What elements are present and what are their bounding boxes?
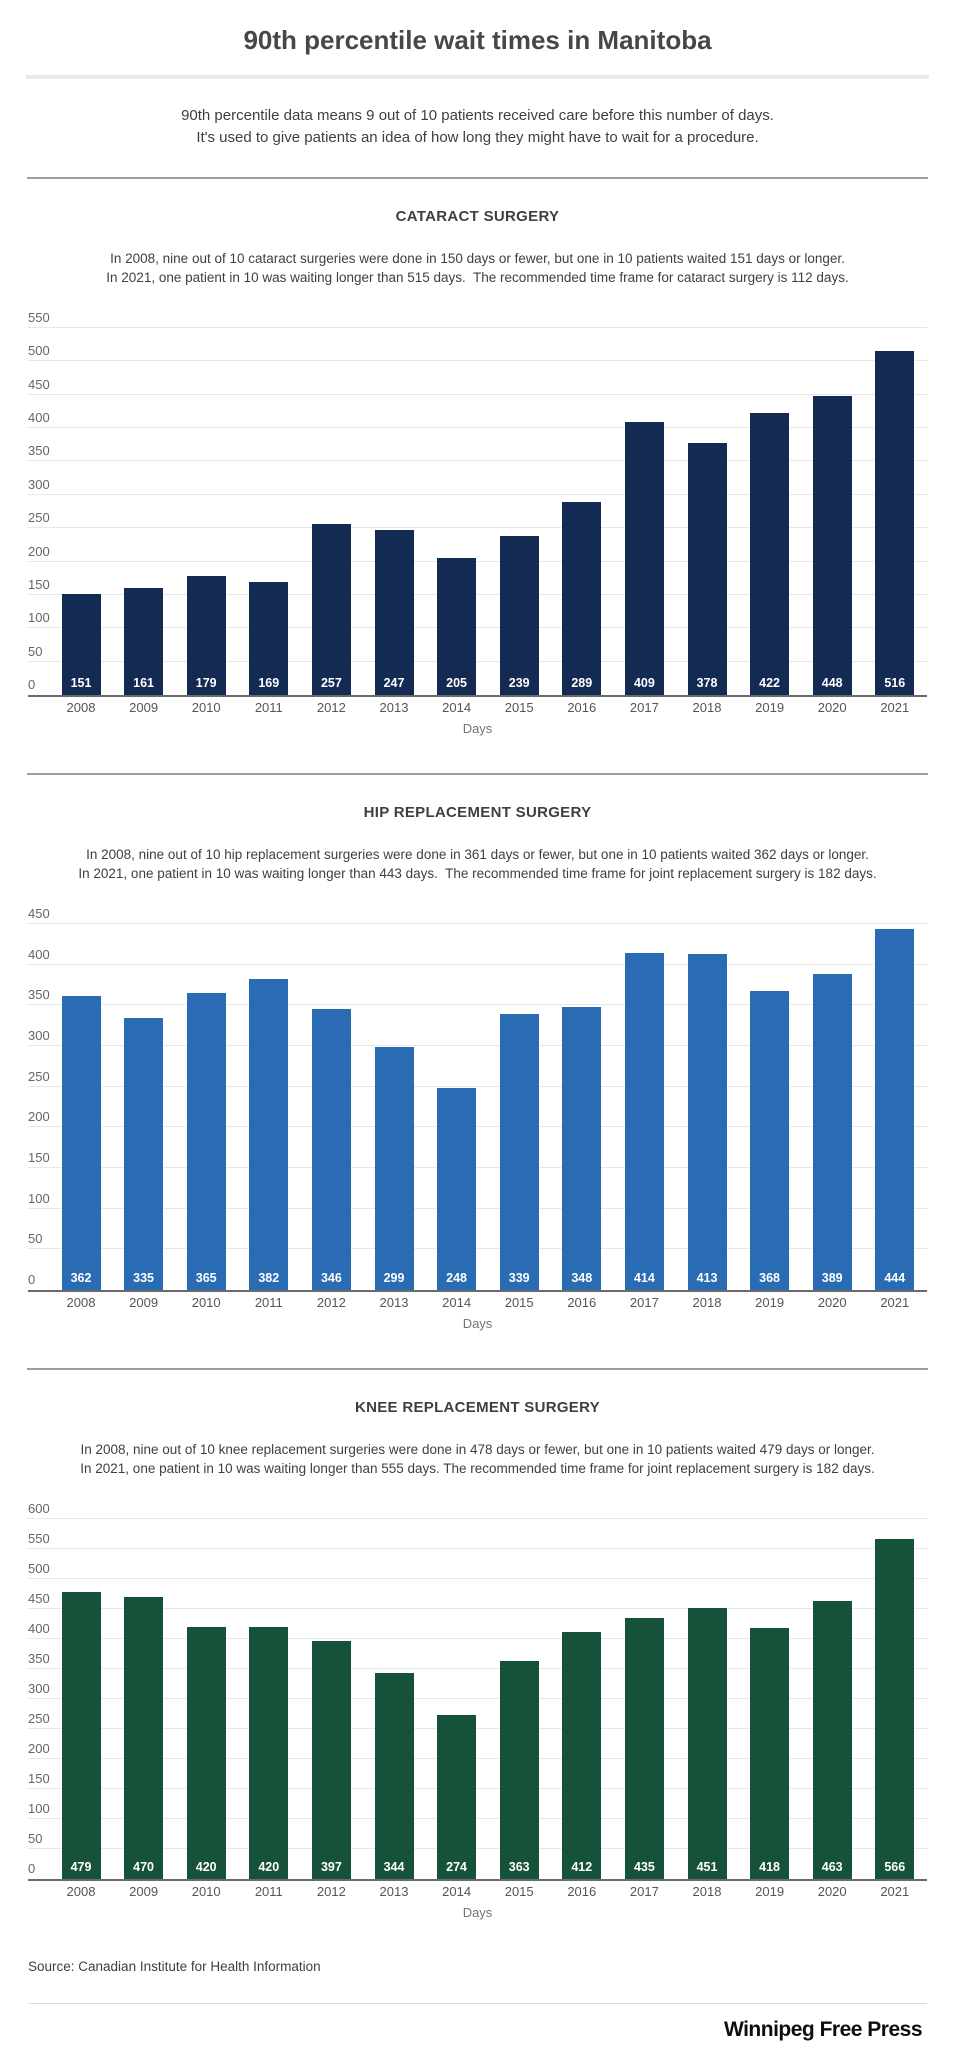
bar-value-label: 448 [821, 676, 843, 690]
bar-2019 [750, 991, 789, 1290]
x-axis-year-label: 2014 [442, 700, 472, 715]
gridline [28, 427, 927, 428]
plot-area-cataract [28, 310, 927, 715]
gridline [28, 1518, 927, 1519]
bar-2020 [813, 1601, 852, 1879]
x-axis-year-label: 2013 [379, 1295, 409, 1310]
x-axis-year-label: 2012 [316, 700, 346, 715]
gridline [28, 327, 927, 328]
gridline [28, 561, 927, 562]
bar-value-label: 389 [821, 1271, 843, 1285]
bar-2008 [62, 996, 101, 1290]
y-axis-tick-label: 450 [28, 376, 50, 392]
bar-value-label: 274 [446, 1860, 468, 1874]
x-axis-year-label: 2008 [66, 700, 96, 715]
x-axis-year-label: 2010 [191, 1884, 221, 1899]
bar-value-label: 344 [383, 1860, 405, 1874]
y-axis-tick-label: 200 [28, 543, 50, 559]
y-axis-tick-label: 50 [28, 1231, 43, 1247]
x-axis-year-label: 2016 [567, 1884, 597, 1899]
bar-2019 [750, 1628, 789, 1879]
bar-2011 [249, 979, 288, 1290]
bar-2018 [688, 443, 727, 695]
bar-2012 [312, 1641, 351, 1879]
x-axis-year-label: 2015 [504, 1295, 534, 1310]
gridline [28, 1578, 927, 1579]
gridline [28, 964, 927, 965]
bar-2011 [249, 1627, 288, 1879]
y-axis-tick-label: 450 [28, 906, 50, 921]
bar-2020 [813, 974, 852, 1290]
description-line-1: In 2008, nine out of 10 knee replacement surgeries were done in 478 days or fewer, but one in 10 patients waited 479 days or longer. [80, 1442, 875, 1457]
bar-value-label: 299 [383, 1271, 405, 1285]
bar-chart-knee [28, 1501, 927, 1899]
x-axis-year-label: 2015 [504, 1884, 534, 1899]
x-axis-year-label: 2016 [567, 1295, 597, 1310]
bar-value-label: 239 [508, 676, 530, 690]
x-axis-year-label: 2016 [567, 700, 597, 715]
x-axis-year-label: 2019 [755, 1295, 785, 1310]
y-axis-tick-label: 50 [28, 1831, 43, 1846]
bar-value-label: 161 [133, 676, 155, 690]
x-axis-year-label: 2014 [442, 1295, 472, 1310]
gridline [28, 460, 927, 461]
x-axis-year-label: 2012 [316, 1295, 346, 1310]
bar-2014 [437, 1715, 476, 1879]
y-axis-tick-label: 600 [28, 1501, 50, 1516]
bar-2016 [562, 502, 601, 695]
bar-2020 [813, 396, 852, 695]
x-axis-year-label: 2018 [692, 1295, 722, 1310]
description-line-2: In 2021, one patient in 10 was waiting longer than 515 days. The recommended time frame for cataract surgery is 112 days. [106, 270, 849, 285]
bar-chart-hip [28, 906, 927, 1310]
x-axis-year-label: 2014 [442, 1884, 472, 1899]
bar-2010 [187, 1627, 226, 1879]
bar-value-label: 418 [759, 1860, 781, 1874]
page-title: 90th percentile wait times in Manitoba [243, 25, 712, 55]
source-credit: Source: Canadian Institute for Health Information [28, 1959, 321, 1974]
gridline [28, 1004, 927, 1005]
gridline [28, 360, 927, 361]
y-axis-tick-label: 550 [28, 1531, 50, 1546]
bar-2012 [312, 1009, 351, 1290]
section-hip-replacement-surgery [0, 805, 955, 1332]
description-line-1: In 2008, nine out of 10 cataract surgeries were done in 150 days or fewer, but one in 10 patients waited 151 days or longer. [110, 251, 845, 266]
x-axis-year-label: 2012 [316, 1884, 346, 1899]
y-axis-tick-label: 500 [28, 343, 50, 359]
bar-value-label: 363 [508, 1860, 530, 1874]
bar-value-label: 422 [759, 676, 781, 690]
bar-value-label: 413 [696, 1271, 718, 1285]
bar-value-label: 470 [133, 1860, 155, 1874]
section-cataract-surgery [0, 209, 955, 737]
x-axis-year-label: 2011 [254, 1884, 283, 1899]
gridline [28, 1548, 927, 1549]
x-axis-year-label: 2008 [66, 1295, 96, 1310]
header [0, 0, 955, 179]
y-axis-tick-label: 100 [28, 1801, 50, 1816]
y-axis-tick-label: 500 [28, 1561, 50, 1576]
x-axis-year-label: 2009 [129, 700, 159, 715]
bar-value-label: 397 [320, 1860, 342, 1874]
bar-2010 [187, 993, 226, 1290]
x-axis-year-label: 2020 [817, 700, 847, 715]
bar-value-label: 451 [696, 1860, 718, 1874]
bar-value-label: 247 [383, 676, 405, 690]
x-axis-year-label: 2010 [191, 1295, 221, 1310]
bar-2021 [875, 1539, 914, 1879]
y-axis-tick-label: 150 [28, 1150, 50, 1165]
bar-value-label: 365 [195, 1271, 217, 1285]
bar-value-label: 248 [446, 1271, 468, 1285]
y-axis-tick-label: 100 [28, 1190, 50, 1206]
bar-2021 [875, 351, 914, 695]
x-axis-year-label: 2017 [629, 1884, 659, 1899]
y-axis-tick-label: 150 [28, 1771, 50, 1786]
bar-2015 [500, 536, 539, 695]
bar-2017 [625, 1618, 664, 1879]
bar-2009 [124, 1018, 163, 1290]
x-axis-year-label: 2018 [692, 1884, 722, 1899]
bar-value-label: 339 [508, 1271, 530, 1285]
bar-value-label: 566 [884, 1860, 906, 1874]
bar-2017 [625, 422, 664, 695]
y-axis-tick-label: 0 [28, 1272, 36, 1287]
bar-value-label: 516 [884, 676, 906, 690]
x-axis-year-label: 2020 [817, 1884, 847, 1899]
x-axis-year-label: 2021 [880, 700, 910, 715]
bar-2013 [375, 530, 414, 695]
bar-value-label: 335 [133, 1271, 155, 1285]
x-axis-year-label: 2021 [880, 1884, 910, 1899]
bar-2015 [500, 1014, 539, 1290]
x-axis-year-label: 2019 [755, 700, 785, 715]
bar-value-label: 414 [633, 1271, 655, 1285]
y-axis-tick-label: 300 [28, 1028, 50, 1043]
bar-2009 [124, 1597, 163, 1879]
bar-value-label: 378 [696, 676, 718, 690]
y-axis-tick-label: 350 [28, 443, 50, 459]
x-axis-year-label: 2015 [504, 700, 534, 715]
bar-value-label: 348 [571, 1271, 593, 1285]
y-axis-tick-label: 300 [28, 476, 50, 492]
y-axis-tick-label: 100 [28, 610, 50, 626]
chart-title-hip: HIP REPLACEMENT SURGERY [363, 804, 592, 821]
bar-2013 [375, 1047, 414, 1290]
x-axis-year-label: 2011 [254, 1295, 283, 1310]
x-axis-year-label: 2021 [880, 1295, 910, 1310]
y-axis-tick-label: 200 [28, 1109, 50, 1125]
x-axis-year-label: 2011 [254, 700, 283, 715]
y-axis-tick-label: 300 [28, 1681, 50, 1696]
x-axis-year-label: 2013 [379, 1884, 409, 1899]
x-axis-year-label: 2018 [692, 700, 722, 715]
bar-value-label: 479 [70, 1860, 92, 1874]
bar-value-label: 289 [571, 676, 593, 690]
chart-description-cataract [0, 249, 955, 287]
x-axis-year-label: 2009 [129, 1295, 159, 1310]
bar-value-label: 151 [70, 676, 92, 690]
bar-2014 [437, 1088, 476, 1290]
description-line-1: In 2008, nine out of 10 hip replacement surgeries were done in 361 days or fewer, but one in 10 patients waited 362 days or longer. [86, 847, 869, 862]
y-axis-tick-label: 250 [28, 1068, 50, 1084]
bar-value-label: 435 [633, 1860, 655, 1874]
bar-2016 [562, 1007, 601, 1290]
bar-value-label: 368 [759, 1271, 781, 1285]
section-divider [27, 1368, 928, 1370]
bar-2016 [562, 1632, 601, 1879]
bar-value-label: 346 [320, 1271, 342, 1285]
subtitle-line-2: It's used to give patients an idea of how long they might have to wait for a procedure. [196, 129, 759, 146]
plot-area-knee [28, 1501, 927, 1899]
bar-value-label: 169 [258, 676, 280, 690]
bar-2015 [500, 1661, 539, 1879]
bar-value-label: 412 [571, 1860, 593, 1874]
y-axis-tick-label: 50 [28, 643, 43, 659]
page-subtitle [0, 105, 955, 149]
bar-value-label: 362 [70, 1271, 92, 1285]
title-divider [26, 75, 929, 79]
y-axis-tick-label: 550 [28, 310, 50, 325]
bar-chart-cataract [28, 310, 927, 715]
bar-2008 [62, 1592, 101, 1879]
x-axis-year-label: 2017 [629, 700, 659, 715]
description-line-2: In 2021, one patient in 10 was waiting longer than 555 days. The recommended time frame for joint replacement surgery is 182 days. [80, 1461, 875, 1476]
y-axis-tick-label: 150 [28, 576, 50, 592]
x-axis-title-cataract: Days [462, 721, 493, 736]
x-axis-year-label: 2008 [66, 1884, 96, 1899]
description-line-2: In 2021, one patient in 10 was waiting longer than 443 days. The recommended time frame for joint replacement surgery is 182 days. [78, 866, 877, 881]
bar-value-label: 382 [258, 1271, 280, 1285]
gridline [28, 394, 927, 395]
bar-value-label: 463 [821, 1860, 843, 1874]
x-axis-year-label: 2009 [129, 1884, 159, 1899]
bar-2018 [688, 954, 727, 1290]
bar-value-label: 444 [884, 1271, 906, 1285]
y-axis-tick-label: 250 [28, 510, 50, 526]
chart-title-knee: KNEE REPLACEMENT SURGERY [354, 1399, 600, 1416]
y-axis-tick-label: 0 [28, 677, 36, 692]
bar-2014 [437, 558, 476, 695]
y-axis-tick-label: 400 [28, 1621, 50, 1636]
y-axis-tick-label: 0 [28, 1861, 36, 1876]
y-axis-tick-label: 400 [28, 410, 50, 426]
chart-description-hip [0, 845, 955, 883]
y-axis-tick-label: 350 [28, 987, 50, 1003]
gridline [28, 923, 927, 924]
bar-2017 [625, 953, 664, 1290]
bar-2012 [312, 524, 351, 695]
section-knee-replacement-surgery [0, 1400, 955, 1921]
x-axis-year-label: 2019 [755, 1884, 785, 1899]
x-axis-year-label: 2017 [629, 1295, 659, 1310]
header-divider [27, 177, 928, 179]
bar-2018 [688, 1608, 727, 1879]
x-axis-title-knee: Days [462, 1905, 493, 1920]
y-axis-tick-label: 250 [28, 1711, 50, 1726]
chart-title-cataract: CATARACT SURGERY [395, 208, 560, 225]
bar-value-label: 420 [195, 1860, 217, 1874]
bar-value-label: 409 [633, 676, 655, 690]
x-axis-title-hip: Days [462, 1316, 493, 1331]
bar-2013 [375, 1673, 414, 1879]
y-axis-tick-label: 350 [28, 1651, 50, 1666]
footer [0, 1959, 955, 2042]
winnipeg-free-press-logo: Winnipeg Free Press [723, 2018, 922, 2041]
chart-description-knee [0, 1440, 955, 1478]
y-axis-tick-label: 400 [28, 946, 50, 962]
bar-2019 [750, 413, 789, 695]
x-axis-year-label: 2010 [191, 700, 221, 715]
subtitle-line-1: 90th percentile data means 9 out of 10 patients received care before this number of days. [181, 107, 774, 124]
bar-value-label: 205 [446, 676, 468, 690]
gridline [28, 527, 927, 528]
section-divider [27, 773, 928, 775]
x-axis-year-label: 2020 [817, 1295, 847, 1310]
bar-value-label: 257 [320, 676, 342, 690]
bar-value-label: 420 [258, 1860, 280, 1874]
x-axis-year-label: 2013 [379, 700, 409, 715]
y-axis-tick-label: 200 [28, 1741, 50, 1756]
gridline [28, 494, 927, 495]
bar-value-label: 179 [195, 676, 217, 690]
plot-area-hip [28, 906, 927, 1310]
footer-divider [28, 2003, 927, 2004]
bar-2021 [875, 929, 914, 1290]
y-axis-tick-label: 450 [28, 1591, 50, 1606]
